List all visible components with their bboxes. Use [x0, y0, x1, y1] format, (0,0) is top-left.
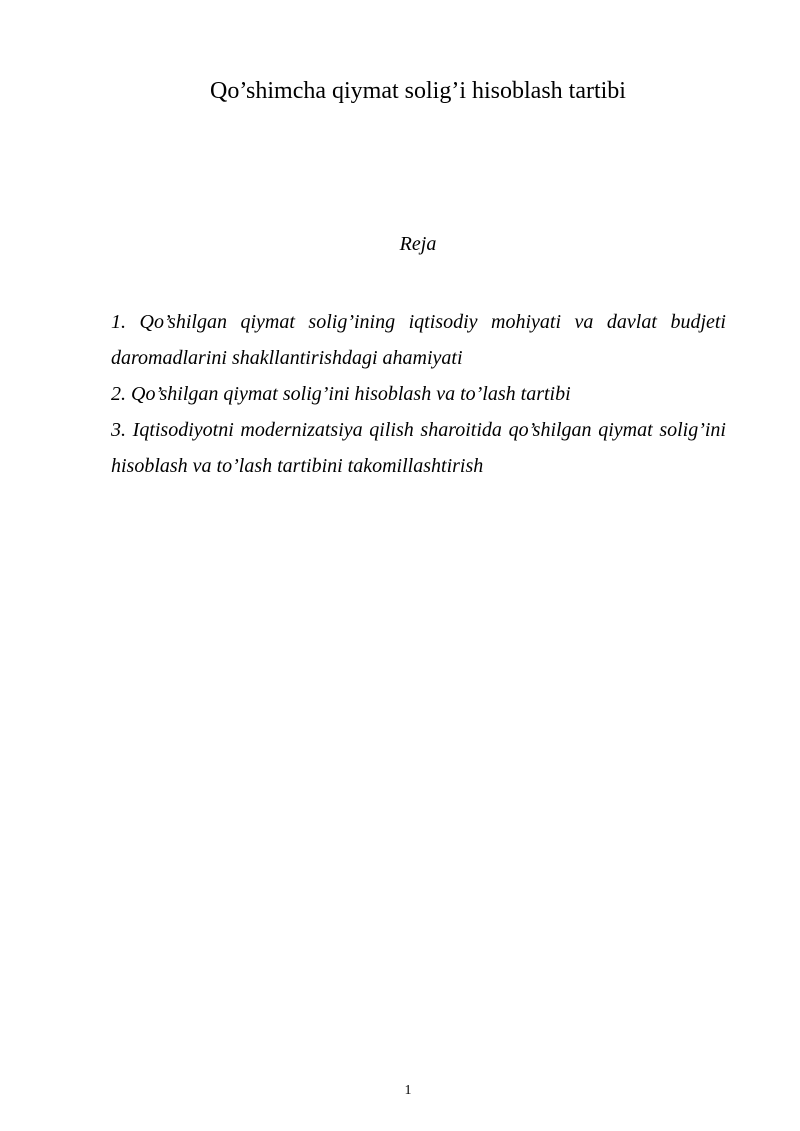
plan-list: [111, 304, 726, 484]
plan-item-1: 1. Qo’shilgan qiymat solig’ining iqtisodiy mohiyati va davlat budjeti daromadlarini shakllantirishdagi ahamiyati: [111, 311, 726, 369]
document-title: Qo’shimcha qiymat solig’i hisoblash tartibi: [210, 78, 626, 104]
plan-item-2: 2. Qo’shilgan qiymat solig’ini hisoblash va to’lash tartibi: [111, 383, 571, 405]
plan-heading: Reja: [399, 233, 437, 255]
page-number: 1: [404, 1083, 412, 1098]
plan-item-3: 3. Iqtisodiyotni modernizatsiya qilish sharoitida qo’shilgan qiymat solig’ini hisoblash va to’lash tartibini takomillashtirish: [111, 419, 726, 477]
